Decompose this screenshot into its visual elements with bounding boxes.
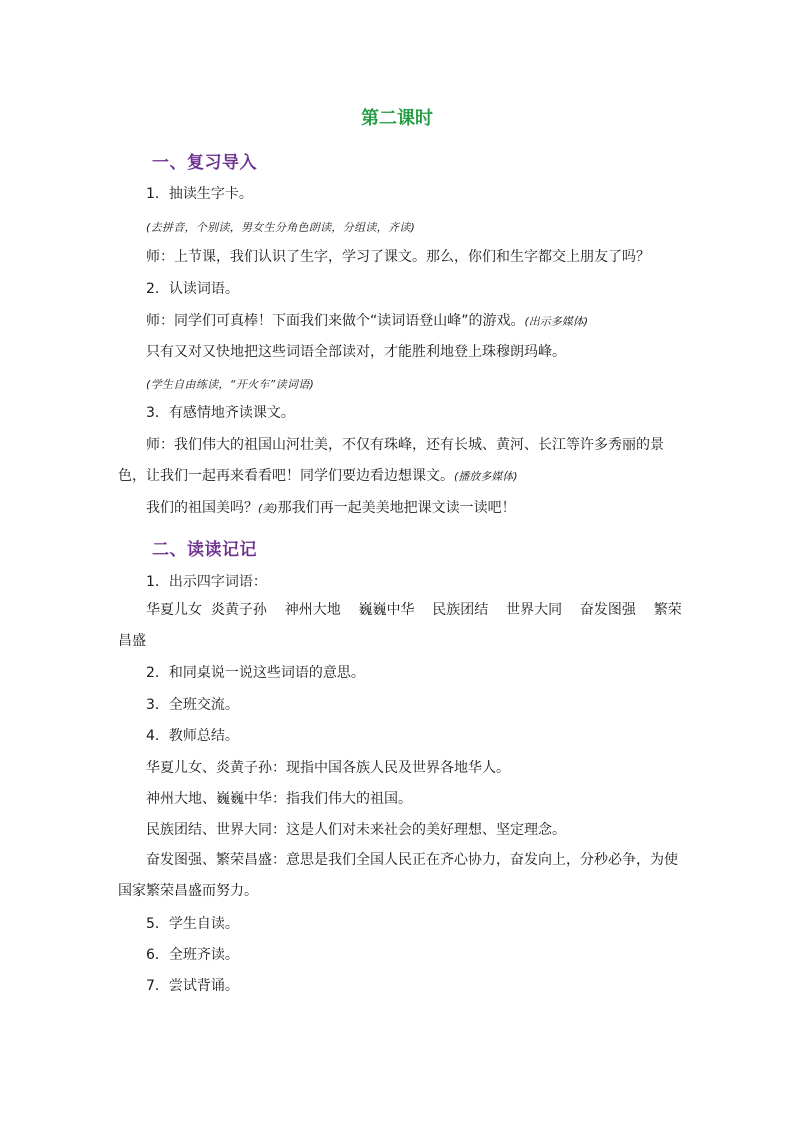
page-title: 第二课时 (361, 108, 433, 129)
text-span: 我们的祖国美吗？ (146, 500, 258, 516)
text-line: 2．认读词语。 (146, 281, 239, 297)
text-line: 民族团结、世界大同：这是人们对未来社会的美好理想、坚定理念。 (146, 822, 566, 838)
text-line: 神州大地、巍巍中华：指我们伟大的祖国。 (146, 791, 412, 807)
text-line: 3．有感情地齐读课文。 (146, 405, 295, 421)
text-line: 5．学生自读。 (146, 916, 239, 932)
text-line: 6．全班齐读。 (146, 947, 239, 963)
note-span: (出示多媒体) (524, 315, 589, 328)
text-line: 7．尝试背诵。 (146, 978, 239, 994)
section-heading-read: 二、读读记记 (152, 540, 257, 560)
text-span: 那我们再一起美美地把课文读一读吧！ (277, 500, 516, 516)
text-line (146, 311, 588, 332)
text-line: 1．出示四字词语： (146, 574, 267, 590)
text-line: 师：上节课，我们认识了生字，学习了课文。那么，你们和生字都交上朋友了吗？ (146, 249, 650, 265)
note-span: (播放多媒体) (454, 470, 518, 483)
word-list: 华夏儿女 炎黄子孙 神州大地 巍巍中华 民族团结 世界大同 奋发图强 繁荣昌盛 (118, 602, 682, 649)
text-line (146, 498, 516, 519)
text-span: 师：我们伟大的祖国山河壮美，不仅有珠峰，还有长城、黄河、长江等许多秀丽的景色，让我们一起再来看看吧！同学们要边看边想课文。 (118, 437, 664, 484)
text-line: 华夏儿女、炎黄子孙：现指中国各族人民及世界各地华人。 (146, 760, 510, 776)
text-line: 2．和同桌说一说这些词语的意思。 (146, 665, 365, 681)
text-line: 4．教师总结。 (146, 728, 239, 744)
text-line: 1．抽读生字卡。 (146, 186, 253, 202)
note-line: (去拼音，个别读，男女生分角色朗读，分组读，齐读) (146, 221, 416, 234)
paragraph (118, 430, 688, 492)
paragraph: 奋发图强、繁荣昌盛：意思是我们全国人民正在齐心协力，奋发向上，分秒必争，为使国家繁荣昌盛而努力。 (118, 852, 678, 899)
note-span: (美) (258, 502, 278, 515)
note-line: (学生自由练读，“开火车”读词语) (146, 378, 315, 391)
text-line: 只有又对又快地把这些词语全部读对，才能胜利地登上珠穆朗玛峰。 (146, 344, 566, 360)
section-heading-review: 一、复习导入 (152, 153, 257, 173)
text-span: 师：同学们可真棒！下面我们来做个“读词语登山峰”的游戏。 (146, 313, 525, 329)
text-line: 3．全班交流。 (146, 697, 239, 713)
